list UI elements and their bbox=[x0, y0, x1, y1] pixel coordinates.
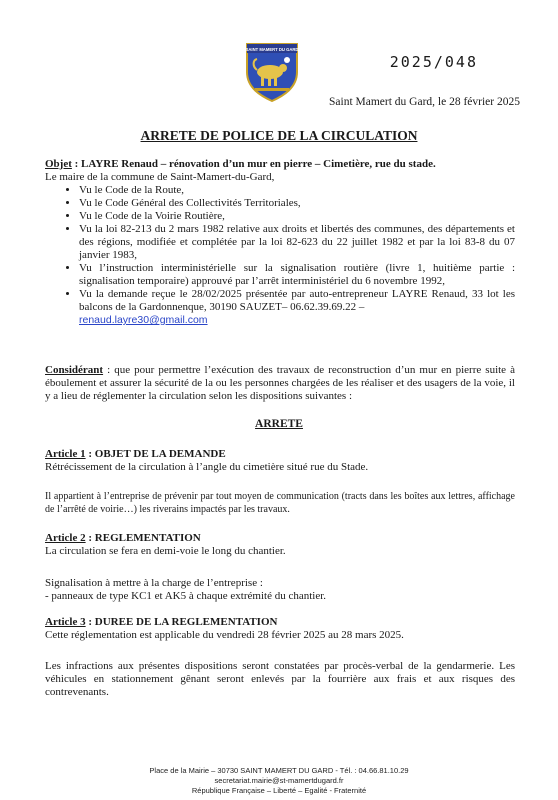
date-line: Saint Mamert du Gard, le 28 février 2025 bbox=[329, 96, 520, 108]
objet-label: Objet bbox=[45, 158, 72, 170]
objet-heading bbox=[45, 158, 515, 171]
article-2-label: Article 2 bbox=[45, 532, 86, 544]
article-1-text: Rétrécissement de la circulation à l’angle du cimetière situé rue du Stade. bbox=[45, 461, 369, 473]
article-3-heading bbox=[45, 616, 515, 629]
crest-banner: SAINT MAMERT DU GARD bbox=[245, 47, 299, 52]
signalisation-intro: Signalisation à mettre à la charge de l’entreprise : bbox=[45, 577, 263, 589]
considerant-label: Considérant bbox=[45, 364, 104, 376]
mayor-intro: Le maire de la commune de Saint-Mamert-du-Gard, bbox=[45, 171, 275, 183]
signalisation-block bbox=[45, 577, 515, 603]
infractions-paragraph: Les infractions aux présentes dispositions seront constatées par procès-verbal de la gendarmerie. Les véhicules en stationnement gênant seront enlevés par la fourrière aux frais et aux risques des contrevenants. bbox=[45, 660, 515, 698]
article-1-note: Il appartient à l’entreprise de prévenir par tout moyen de communication (tracts dans les boîtes aux lettres, affichage de l’arrêté de voirie…) les riverains impactés par les travaux. bbox=[45, 491, 515, 515]
document-title: ARRETE DE POLICE DE LA CIRCULATION bbox=[140, 128, 418, 143]
legal-basis-item: • Vu l’instruction interministérielle sur la signalisation routière (livre 1, huitième partie : signalisation temporaire) approuvé par l’arrêt interministériel du 6 novembre 1992, bbox=[79, 262, 515, 288]
municipal-crest bbox=[243, 38, 301, 102]
footer-email: secretariat.mairie@st-mamertdugard.fr bbox=[214, 776, 344, 785]
considerant-paragraph bbox=[45, 364, 515, 403]
legal-basis-item: • Vu le Code de la Route, bbox=[79, 184, 515, 197]
article-1-label: Article 1 bbox=[45, 448, 86, 460]
article-1 bbox=[45, 448, 515, 474]
article-1-title: : OBJET DE LA DEMANDE bbox=[85, 448, 226, 460]
article-3-label: Article 3 bbox=[45, 616, 86, 628]
objet-text: : LAYRE Renaud – rénovation d’un mur en pierre – Cimetière, rue du stade. bbox=[71, 158, 436, 170]
article-2 bbox=[45, 532, 515, 558]
decree-reference-number: 2025/048 bbox=[389, 53, 478, 71]
legal-basis-list bbox=[45, 184, 515, 327]
request-text: Vu la demande reçue le 28/02/2025 présentée par auto-entrepreneur LAYRE Renaud, 33 lot les balcons de la Gardonnenque, 30190 SAUZET– 06.62.39.69.22 – bbox=[79, 288, 515, 313]
page-footer bbox=[0, 766, 558, 796]
legal-basis-item: • Vu la loi 82-213 du 2 mars 1982 relative aux droits et libertés des communes, des départements et des régions, modifiée et complétée par la loi 82-623 du 22 juillet 1982 et par la loi 83-8 du 07 janvier 1983, bbox=[79, 223, 515, 262]
article-3-title: : DUREE DE LA REGLEMENTATION bbox=[85, 616, 278, 628]
legal-basis-item: • Vu le Code de la Voirie Routière, bbox=[79, 210, 515, 223]
article-1-heading bbox=[45, 448, 515, 461]
legal-basis-item bbox=[79, 288, 515, 327]
article-2-heading bbox=[45, 532, 515, 545]
arrete-heading: ARRETE bbox=[255, 418, 303, 430]
legal-basis-item: • Vu le Code Général des Collectivités Territoriales, bbox=[79, 197, 515, 210]
applicant-email-link[interactable]: renaud.layre30@gmail.com bbox=[79, 314, 208, 326]
article-2-title: : REGLEMENTATION bbox=[85, 532, 201, 544]
footer-motto: République Française – Liberté – Egalité - Fraternité bbox=[191, 786, 367, 795]
objet-section bbox=[45, 158, 515, 327]
considerant-text: : que pour permettre l’exécution des travaux de reconstruction d’un mur en pierre suite à éboulement et assurer la sécurité de la ou les personnes chargées de les réaliser et des usagers de la voie, il y a lieu de réglementer la circulation selon les dispositions suivantes : bbox=[45, 364, 515, 402]
footer-address: Place de la Mairie – 30730 SAINT MAMERT DU GARD - Tél. : 04.66.81.10.29 bbox=[149, 766, 409, 775]
article-3-text: Cette réglementation est applicable du vendredi 28 février 2025 au 28 mars 2025. bbox=[45, 629, 404, 641]
article-3 bbox=[45, 616, 515, 642]
article-2-text: La circulation se fera en demi-voie le long du chantier. bbox=[45, 545, 286, 557]
signalisation-item: - panneaux de type KC1 et AK5 à chaque extrémité du chantier. bbox=[45, 590, 327, 602]
